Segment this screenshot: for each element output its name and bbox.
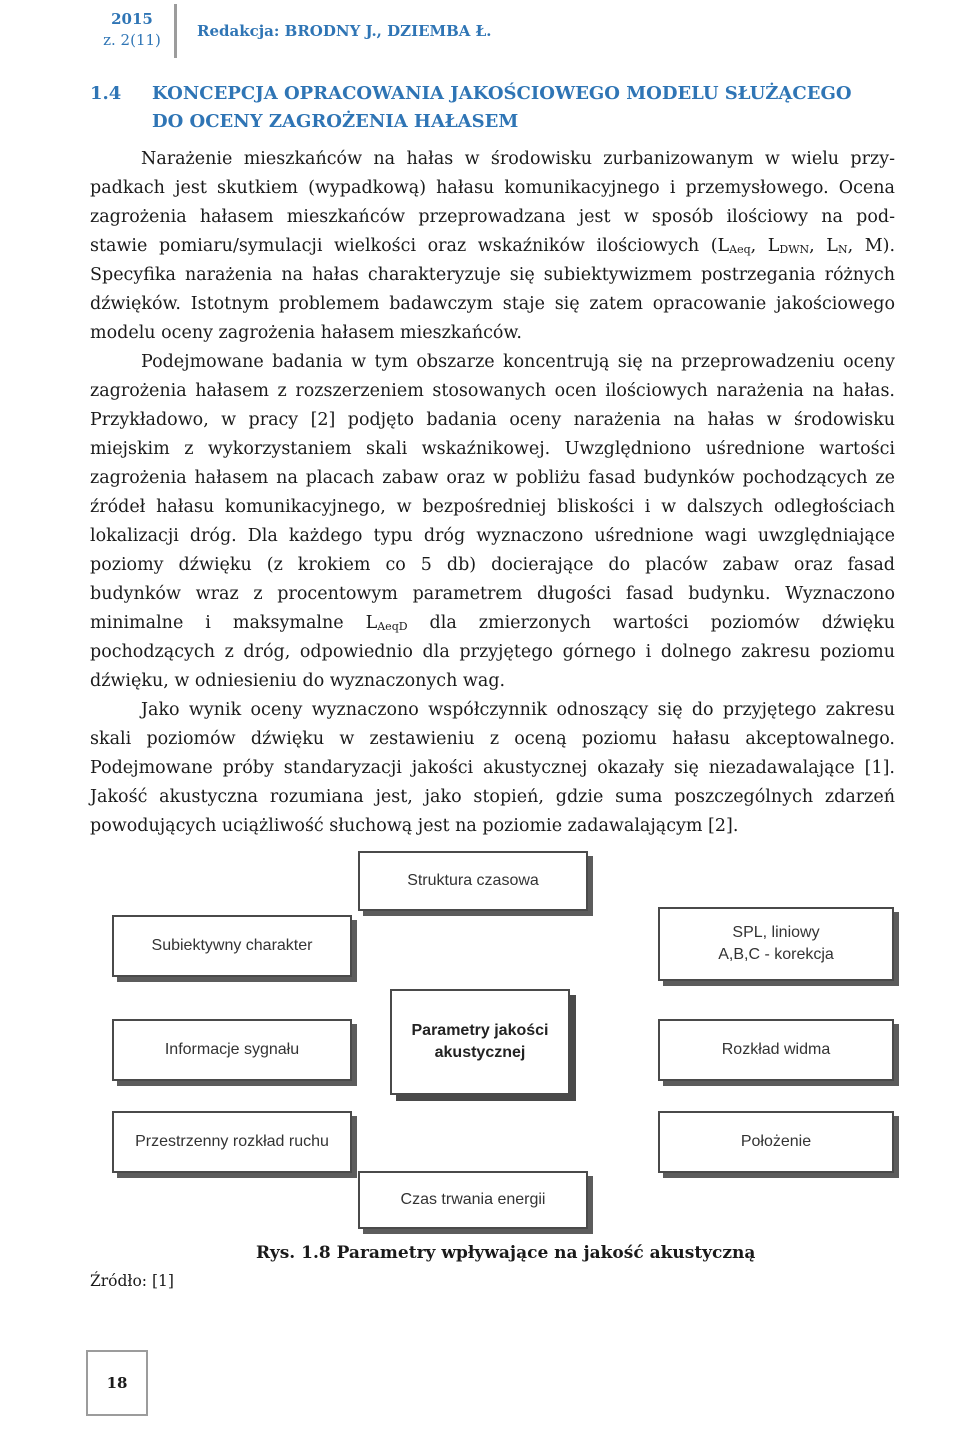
body-line-with-subscript: minimalne i maksymalne $L_{AeqD}$ dla zmierzonych wartości poziomów dźwięku <box>90 613 895 633</box>
body-line: powodujących uciążliwość słuchową jest na poziomie zadawalającym [2]. <box>90 816 739 836</box>
body-line: poziomy dźwięku (z krokiem co 5 db) docierające do placów zabaw oraz fasad <box>90 555 895 575</box>
body-line: Podejmowane próby standaryzacji jakości akustycznej okazały się niezadawalające [1]. <box>90 758 895 778</box>
body-line: miejskim z wykorzystaniem skali wskaźnikowej. Uwzględniono uśrednione wartości <box>90 439 895 459</box>
body-line: zagrożenia hałasem na placach zabaw oraz w pobliżu fasad budynków pochodzących ze <box>90 468 895 488</box>
journal-issue: z. 2(11) <box>103 31 161 49</box>
body-line: padkach jest skutkiem (wypadkową) hałasu komunikacyjnego i przemysłowego. Ocena <box>90 178 895 198</box>
header-divider <box>174 4 177 58</box>
header-editors: Redakcja: BRODNY J., DZIEMBA Ł. <box>197 22 492 40</box>
body-line: Jako wynik oceny wyznaczono współczynnik odnoszący się do przyjętego zakresu <box>141 700 895 720</box>
body-line-with-subscripts: stawie pomiaru/symulacji wielkości oraz wskaźników ilościowych ($L_{Aeq}$, $L_{DWN}$, $L_N$, M). <box>90 236 896 256</box>
body-line: Jakość akustyczna rozumiana jest, jako stopień, gdzie suma poszczególnych zdarzeń <box>90 787 895 807</box>
body-line: lokalizacji dróg. Dla każdego typu dróg wyznaczono uśrednione wagi uwzględniające <box>90 526 895 546</box>
diagram-box-center: Parametry jakości akustycznej <box>390 989 570 1095</box>
diagram-box-top: Struktura czasowa <box>358 851 588 911</box>
diagram-box-left-1: Subiektywny charakter <box>112 915 352 977</box>
section-number: 1.4 <box>90 83 122 104</box>
body-line: pochodzących z dróg, odpowiednio dla przyjętego górnego i dolnego zakresu poziomu <box>90 642 895 662</box>
figure-source: Źródło: [1] <box>90 1272 174 1290</box>
body-line: Specyfika narażenia na hałas charakteryzuje się subiektywizmem postrzegania różnych <box>90 265 895 285</box>
diagram-box-bottom: Czas trwania energii <box>358 1171 588 1229</box>
body-line: Przykładowo, w pracy [2] podjęto badania oceny narażenia na hałas w środowisku <box>90 410 895 430</box>
journal-year: 2015 <box>111 10 153 28</box>
body-line: zagrożenia hałasem mieszkańców przeprowadzana jest w sposób ilościowy na pod- <box>90 207 895 227</box>
body-line: dźwięków. Istotnym problemem badawczym staje się zatem opracowanie jakościowego <box>90 294 895 314</box>
diagram-box-left-3: Przestrzenny rozkład ruchu <box>112 1111 352 1173</box>
acoustic-quality-diagram <box>114 849 834 1229</box>
body-line: skali poziomów dźwięku w zestawieniu z oceną poziomu hałasu akceptowalnego. <box>90 729 895 749</box>
diagram-box-right-2: Rozkład widma <box>658 1019 894 1081</box>
diagram-box-right-3: Położenie <box>658 1111 894 1173</box>
body-line: budynków wraz z procentowym parametrem długości fasad budynku. Wyznaczono <box>90 584 895 604</box>
figure-caption: Rys. 1.8 Parametry wpływające na jakość akustyczną <box>256 1243 756 1263</box>
page-number: 18 <box>86 1350 148 1416</box>
body-line: zagrożenia hałasem z rozszerzeniem stosowanych ocen ilościowych narażenia na hałas. <box>90 381 895 401</box>
diagram-box-left-2: Informacje sygnału <box>112 1019 352 1081</box>
body-line: Narażenie mieszkańców na hałas w środowisku zurbanizowanym w wielu przy- <box>141 149 895 169</box>
body-line: źródeł hałasu komunikacyjnego, w bezpośredniej bliskości i w dalszych odległościach <box>90 497 895 517</box>
body-line: dźwięku, w odniesieniu do wyznaczonych wag. <box>90 671 506 691</box>
section-title-line1: KONCEPCJA OPRACOWANIA JAKOŚCIOWEGO MODELU SŁUŻĄCEGO <box>152 83 852 104</box>
section-title-line2: DO OCENY ZAGROŻENIA HAŁASEM <box>152 111 519 132</box>
diagram-box-right-1: SPL, liniowy A,B,C - korekcja <box>658 907 894 981</box>
body-line: Podejmowane badania w tym obszarze koncentrują się na przeprowadzeniu oceny <box>141 352 895 372</box>
body-line: modelu oceny zagrożenia hałasem mieszkańców. <box>90 323 522 343</box>
